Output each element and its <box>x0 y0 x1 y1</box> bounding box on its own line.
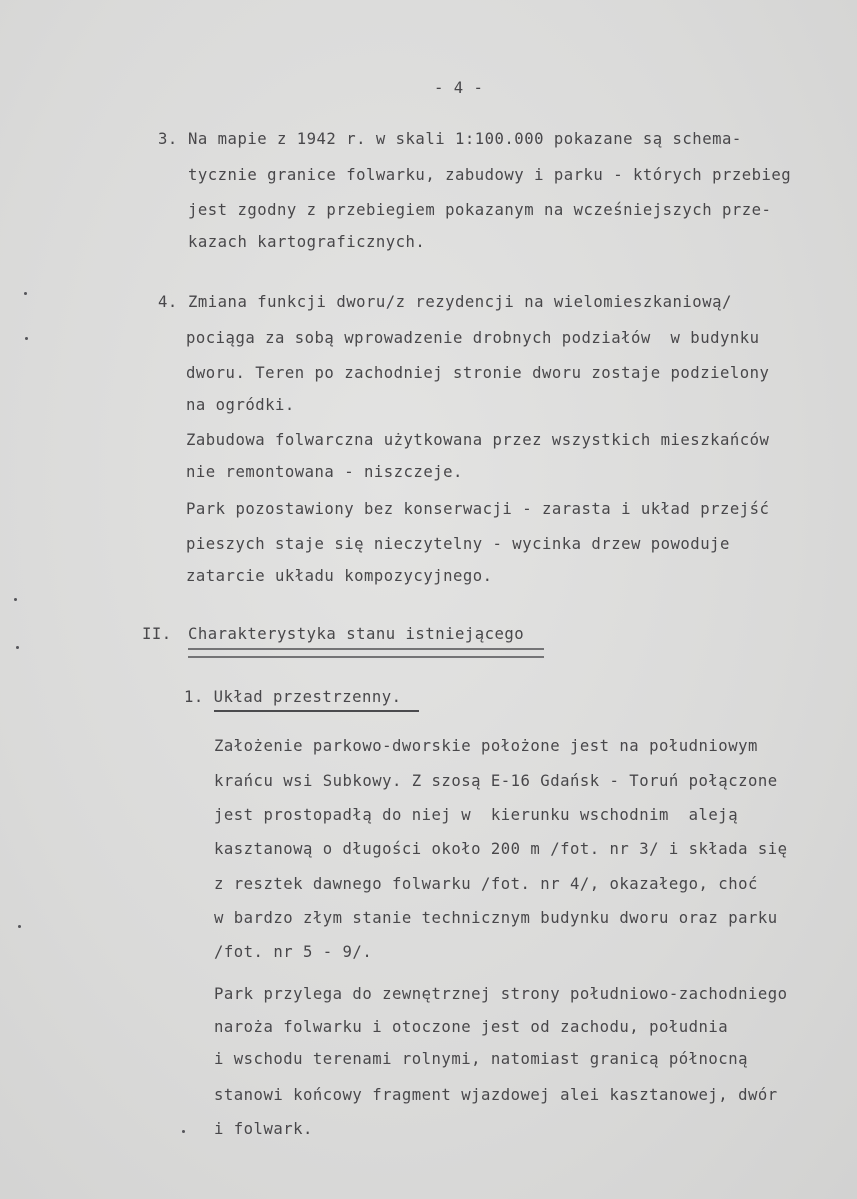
text-line: Zabudowa folwarczna użytkowana przez wszystkich mieszkańców <box>186 431 770 449</box>
text-line: z resztek dawnego folwarku /fot. nr 4/, okazałego, choć <box>214 875 758 893</box>
chapter-title: Charakterystyka stanu istniejącego <box>188 625 525 643</box>
speck <box>182 1130 185 1133</box>
text-line: na ogródki. <box>186 396 295 414</box>
text-line: Na mapie z 1942 r. w skali 1:100.000 pokazane są schema- <box>188 130 742 148</box>
text-line: zatarcie układu kompozycyjnego. <box>186 567 493 585</box>
text-line: kasztanową o długości około 200 m /fot. nr 3/ i składa się <box>214 840 788 858</box>
speck <box>14 598 17 601</box>
text-line: pociąga za sobą wprowadzenie drobnych podziałów w budynku <box>186 329 760 347</box>
text-line: Założenie parkowo-dworskie położone jest na południowym <box>214 737 758 755</box>
text-line: stanowi końcowy fragment wjazdowej alei kasztanowej, dwór <box>214 1086 778 1104</box>
section-3-number: 3. <box>158 130 178 148</box>
text-line: pieszych staje się nieczytelny - wycinka drzew powoduje <box>186 535 730 553</box>
text-line: dworu. Teren po zachodniej stronie dworu zostaje podzielony <box>186 364 770 382</box>
speck <box>24 292 27 295</box>
double-underline <box>188 648 544 658</box>
text-line: Park przylega do zewnętrznej strony południowo-zachodniego <box>214 985 788 1003</box>
text-line: Zmiana funkcji dworu/z rezydencji na wielomieszkaniową/ <box>188 293 732 311</box>
section-4-number: 4. <box>158 293 178 311</box>
speck <box>25 337 28 340</box>
chapter-number: II. <box>142 625 172 643</box>
subsection-title: 1. Układ przestrzenny. <box>184 688 402 706</box>
text-line: i folwark. <box>214 1120 313 1138</box>
text-line: w bardzo złym stanie technicznym budynku dworu oraz parku <box>214 909 778 927</box>
text-line: naroża folwarku i otoczone jest od zachodu, południa <box>214 1018 729 1036</box>
speck <box>16 646 19 649</box>
underline <box>214 710 419 712</box>
text-line: nie remontowana - niszczeje. <box>186 463 463 481</box>
text-line: krańcu wsi Subkowy. Z szosą E-16 Gdańsk - Toruń połączone <box>214 772 778 790</box>
text-line: jest zgodny z przebiegiem pokazanym na wcześniejszych prze- <box>188 201 772 219</box>
speck <box>18 925 21 928</box>
text-line: kazach kartograficznych. <box>188 233 426 251</box>
text-line: tycznie granice folwarku, zabudowy i parku - których przebieg <box>188 166 792 184</box>
text-line: Park pozostawiony bez konserwacji - zarasta i układ przejść <box>186 500 770 518</box>
text-line: /fot. nr 5 - 9/. <box>214 943 373 961</box>
text-line: i wschodu terenami rolnymi, natomiast granicą północną <box>214 1050 748 1068</box>
page-number: - 4 - <box>434 79 484 97</box>
text-line: jest prostopadłą do niej w kierunku wschodnim aleją <box>214 806 739 824</box>
